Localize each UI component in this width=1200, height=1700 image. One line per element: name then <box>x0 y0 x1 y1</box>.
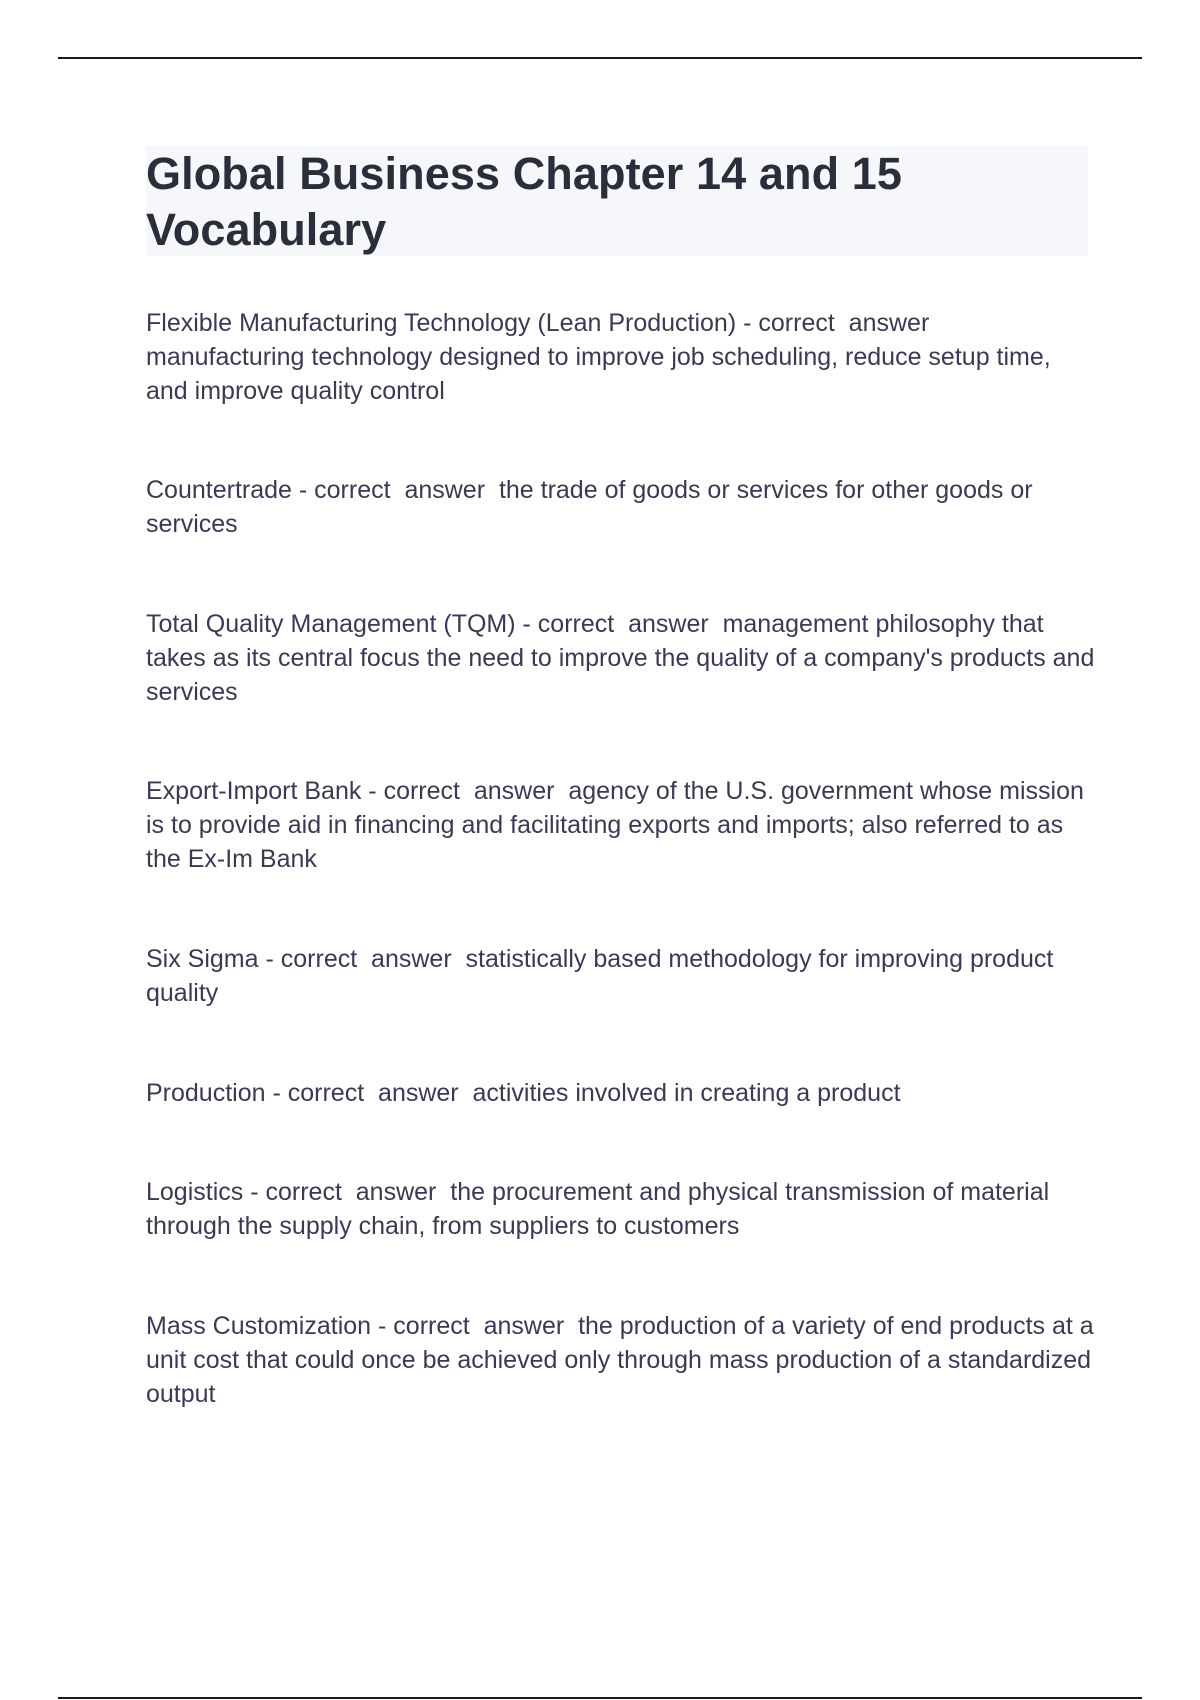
vocab-definition: management philosophy that takes as its central focus the need to improve the quality of a company's products and services <box>146 610 1095 706</box>
vocab-definition: agency of the U.S. government whose mission is to provide aid in financing and facilitating exports and imports; also referred to as the Ex-Im Bank <box>146 777 1084 873</box>
vocab-definition: activities involved in creating a product <box>472 1079 901 1107</box>
vocab-answer-marker: - correct answer <box>515 610 723 638</box>
vocab-answer-marker: - correct answer <box>258 945 466 973</box>
vocab-definition: the trade of goods or services for other goods or services <box>146 476 1033 538</box>
vocab-definition: manufacturing technology designed to improve job scheduling, reduce setup time, and improve quality control <box>146 343 1051 405</box>
vocab-definition: the production of a variety of end products at a unit cost that could once be achieved only through mass production of a standardized output <box>146 1312 1094 1408</box>
vocab-term: Mass Customization <box>146 1312 372 1340</box>
vocab-entry <box>146 1175 1096 1243</box>
vocab-term: Six Sigma <box>146 945 259 973</box>
page-title: Global Business Chapter 14 and 15 Vocabulary <box>146 148 903 255</box>
vocab-term: Logistics <box>146 1178 244 1206</box>
title-block <box>146 146 1088 256</box>
vocab-entry <box>146 473 1096 541</box>
vocab-answer-marker: - correct answer <box>265 1079 473 1107</box>
vocab-term: Flexible Manufacturing Technology (Lean Production) <box>146 309 737 337</box>
vocab-term: Countertrade <box>146 476 292 504</box>
vocab-answer-marker: - correct answer <box>361 777 569 805</box>
vocab-entry <box>146 1309 1096 1411</box>
vocab-answer-marker: - correct answer <box>736 309 944 337</box>
vocab-definition: statistically based methodology for improving product quality <box>146 945 1054 1007</box>
vocab-definition: the procurement and physical transmission of material through the supply chain, from suppliers to customers <box>146 1178 1050 1240</box>
vocab-answer-marker: - correct answer <box>291 476 499 504</box>
vocab-entry <box>146 1076 1096 1110</box>
vocab-entry <box>146 607 1096 709</box>
vocab-answer-marker: - correct answer <box>371 1312 579 1340</box>
vocab-entry <box>146 774 1096 876</box>
vocab-entry <box>146 942 1096 1010</box>
vocab-entry <box>146 306 1096 408</box>
bottom-rule <box>58 1697 1142 1699</box>
top-rule <box>58 57 1142 59</box>
vocab-answer-marker: - correct answer <box>243 1178 451 1206</box>
vocab-term: Production <box>146 1079 266 1107</box>
vocab-term: Total Quality Management (TQM) <box>146 610 516 638</box>
vocab-term: Export-Import Bank <box>146 777 362 805</box>
